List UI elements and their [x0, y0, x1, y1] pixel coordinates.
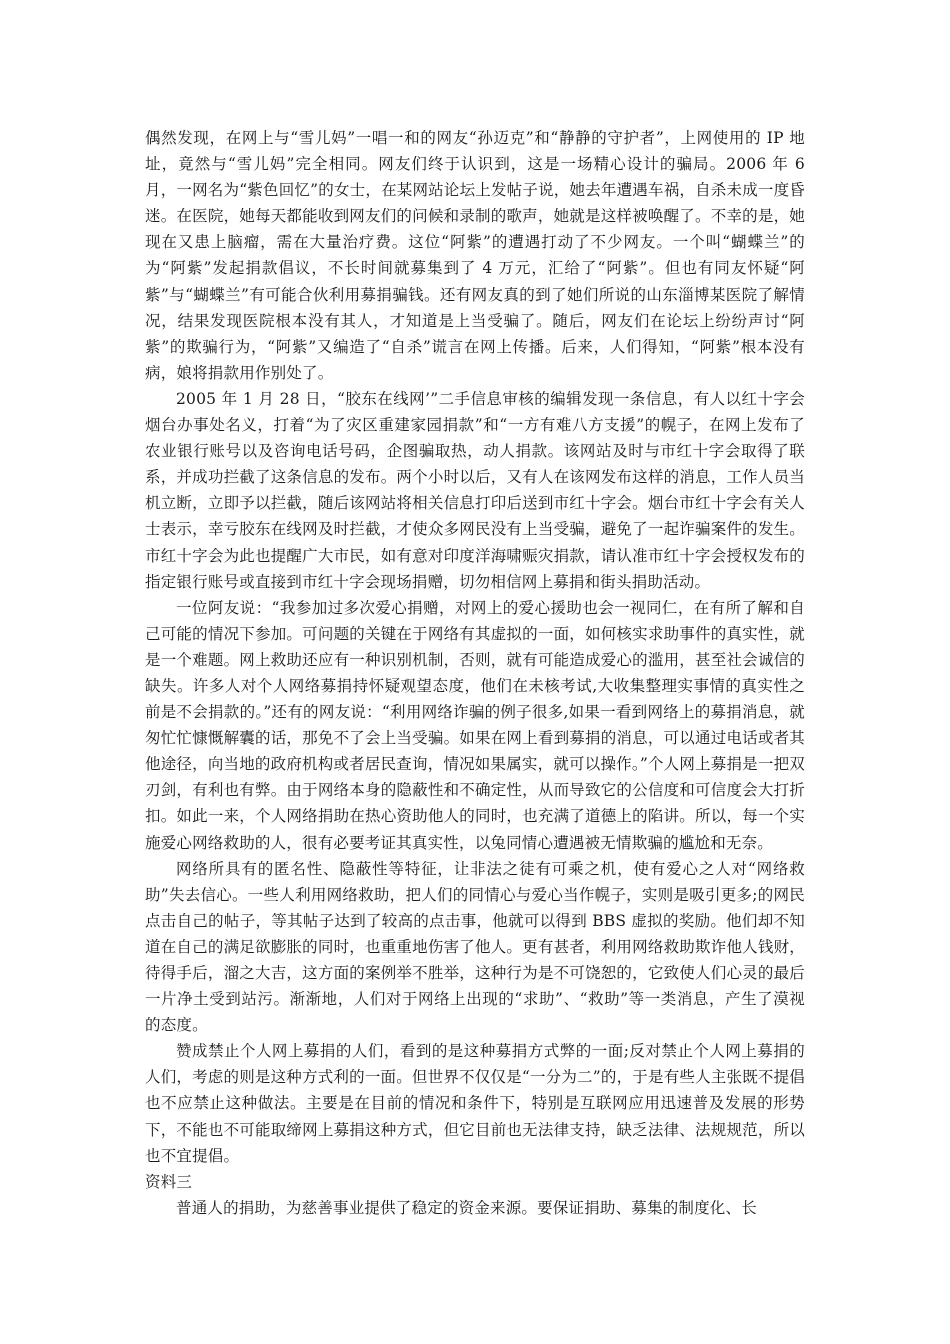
document-body: [145, 125, 805, 1221]
paragraph-1: 偶然发现，在网上与“雪儿妈”一唱一和的网友“孙迈克”和“静静的守护者”，上网使用的 IP 地址，竟然与“雪儿妈”完全相同。网友们终于认识到，这是一场精心设计的骗局。2006 年 6 月，一网名为“紫色回忆”的女士，在某网站论坛上发帖子说，她去年遭遇车祸，自杀未成一度昏迷。在医院，她每天都能收到网友们的问候和录制的歌声，她就是这样被唤醒了。不幸的是，她现在又患上脑瘤，需在大量治疗费。这位“阿紫”的遭遇打动了不少网友。一个叫“蝴蝶兰”的为“阿紫”发起捐款倡议，不长时间就募集到了 4 万元，汇给了“阿紫”。但也有同友怀疑“阿紫”与“蝴蝶兰”有可能合伙利用募捐骗钱。还有网友真的到了她们所说的山东淄博某医院了解情况，结果发现医院根本没有其人，才知道是上当受骗了。随后，网友们在论坛上纷纷声讨“阿紫”的欺骗行为，“阿紫”又编造了“自杀”谎言在网上传播。后来，人们得知，“阿紫”根本没有病，娘将捐款用作别处了。: [145, 129, 805, 382]
section-heading: 资料三: [145, 1172, 193, 1191]
paragraph-5: 赞成禁止个人网上募捐的人们，看到的是这种募捐方式弊的一面;反对禁止个人网上募捐的人们，考虑的则是这种方式利的一面。但世界不仅仅是“一分为二”的，于是有些人主张既不提倡也不应禁止这种做法。主要是在目前的情况和条件下，特别是互联网应用迅速普及发展的形势下，不能也不可能取缔网上募捐这种方式，但它目前也无法律支持，缺乏法律、法规规范，所以也不宜提倡。: [145, 1042, 805, 1165]
paragraph-6: 普通人的捐助，为慈善事业提供了稳定的资金来源。要保证捐助、募集的制度化、长: [176, 1198, 757, 1217]
paragraph-3: 一位阿友说：“我参加过多次爱心捐赠，对网上的爱心援助也会一视同仁，在有所了解和自己可能的情况下参加。可问题的关键在于网络有其虚拟的一面，如何核实求助事件的真实性，就是一个难题。网上救助还应有一种识别机制，否则，就有可能造成爱心的滥用，甚至社会诚信的缺失。许多人对个人网络募捐持怀疑观望态度，他们在未核考试,大收集整理实事情的真实性之前是不会捐款的。”还有的网友说：“利用网络诈骗的例子很多,如果一看到网络上的募捐消息，就匆忙忙慷慨解囊的话，那免不了会上当受骗。如果在网上看到募捐的消息，可以通过电话或者其他途径，向当地的政府机构或者居民查询，情况如果属实，就可以操作。”个人网上募捐是一把双刃剑，有利也有弊。由于网络本身的隐蔽性和不确定性，从而导致它的公信度和可信度会大打折扣。如此一来，个人网络捐助在热心资助他人的同时，也充满了道德上的陷讲。所以，每一个实施爱心网络救助的人，很有必要考证其真实性，以兔同情心遭遇被无情欺骗的尴尬和无奈。: [145, 598, 805, 852]
paragraph-4: 网络所具有的匿名性、隐蔽性等特征，让非法之徒有可乘之机，使有爱心之人对“网络救助”失去信心。一些人利用网络救助，把人们的同情心与爱心当作幌子，实则是吸引更多;的网民点击自己的帖子，等其帖子达到了较高的点击事，他就可以得到 BBS 虚拟的奖励。他们却不知道在自己的满足欲膨胀的同时，也重重地伤害了他人。更有甚者，利用网络救助欺诈他人钱财，待得手后，溜之大吉，这方面的案例举不胜举，这种行为是不可饶恕的，它致使人们心灵的最后一片净土受到站污。渐渐地，人们对于网络上出现的“求助”、“救助”等一类消息，产生了漠视的态度。: [145, 859, 805, 1035]
paragraph-2: 2005 年 1 月 28 日，“胶东在线网’”二手信息审核的编辑发现一条信息，有人以红十字会烟台办事处名义，打着“为了灾区重建家园捐款”和“一方有难八方支援”的幌子，在网上发布了农业银行账号以及咨询电话号码，企图骗取热，动人捐款。该网站及时与市红十字会取得了联系，并成功拦截了这条信息的发布。两个小时以后，又有人在该网发布这样的消息，工作人员当机立断，立即予以拦截，随后该网站将相关信息打印后送到市红十字会。烟台市红十字会有关人士表示，幸亏胶东在线网及时拦截，才使众多网民没有上当受骗，避免了一起诈骗案件的发生。市红十字会为此也提醒广大市民，如有意对印度洋海啸赈灾捐款，请认准市红十字会授权发布的指定银行账号或直接到市红十字会现场捐赠，切勿相信网上募捐和街头捐助活动。: [145, 389, 805, 591]
